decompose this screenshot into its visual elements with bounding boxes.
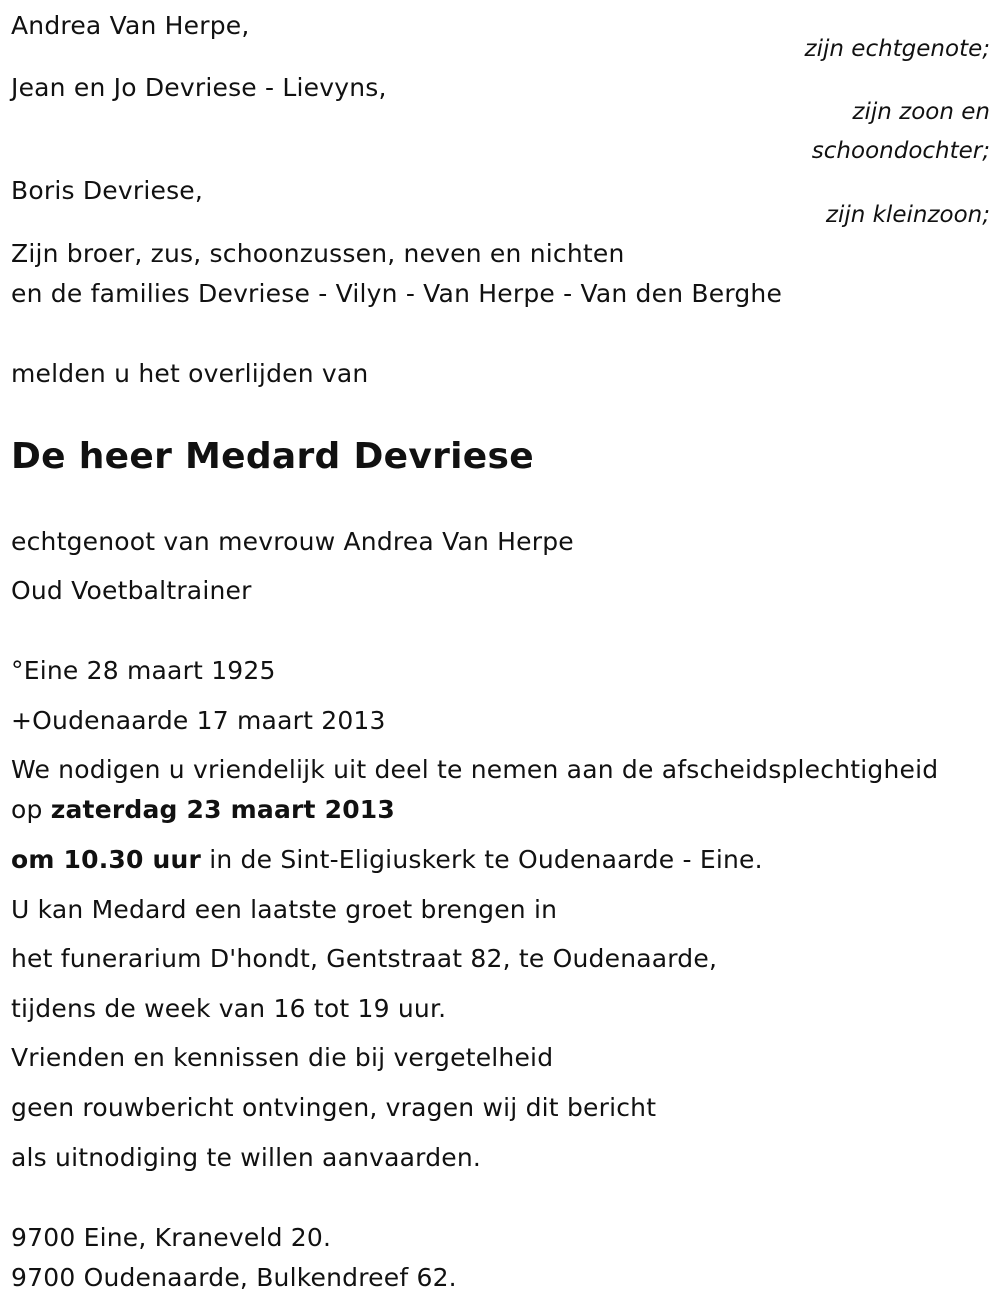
- visitation-line-2: het funerarium D'hondt, Gentstraat 82, te Oudenaarde,: [11, 944, 718, 973]
- grandson-name: Boris Devriese,: [11, 176, 204, 205]
- ceremony-invite: We nodigen u vriendelijk uit deel te nemen aan de afscheidsplechtigheid: [11, 755, 939, 784]
- visitation-line-1: U kan Medard een laatste groet brengen in: [11, 895, 558, 924]
- birth-date: °Eine 28 maart 1925: [11, 656, 276, 685]
- ceremony-time-line: [11, 845, 763, 875]
- occupation: Oud Voetbaltrainer: [11, 576, 252, 605]
- other-relatives-line-2: en de families Devriese - Vilyn - Van Herpe - Van den Berghe: [11, 279, 783, 308]
- other-relatives-line-1: Zijn broer, zus, schoonzussen, neven en nichten: [11, 239, 625, 268]
- address-line-2: 9700 Oudenaarde, Bulkendreef 62.: [11, 1263, 457, 1292]
- deceased-name: De heer Medard Devriese: [11, 436, 534, 477]
- son-relation-line-1: zijn zoon en: [852, 99, 990, 125]
- ceremony-date-line: [11, 795, 395, 825]
- ceremony-date-prefix: op: [11, 795, 51, 824]
- ceremony-place: in de Sint-Eligiuskerk te Oudenaarde - Eine.: [201, 845, 763, 874]
- notice-line-1: Vrienden en kennissen die bij vergetelheid: [11, 1043, 554, 1072]
- notice-line-3: als uitnodiging te willen aanvaarden.: [11, 1143, 482, 1172]
- ceremony-date: zaterdag 23 maart 2013: [50, 795, 395, 824]
- notice-line-2: geen rouwbericht ontvingen, vragen wij dit bericht: [11, 1093, 657, 1122]
- announcement-text: melden u het overlijden van: [11, 359, 369, 388]
- wife-name: Andrea Van Herpe,: [11, 11, 250, 40]
- grandson-relation: zijn kleinzoon;: [825, 202, 990, 228]
- spouse-line: echtgenoot van mevrouw Andrea Van Herpe: [11, 527, 574, 556]
- ceremony-time: om 10.30 uur: [11, 845, 202, 874]
- visitation-line-3: tijdens de week van 16 tot 19 uur.: [11, 994, 447, 1023]
- wife-relation: zijn echtgenote;: [804, 36, 990, 62]
- address-line-1: 9700 Eine, Kraneveld 20.: [11, 1223, 332, 1252]
- death-date: +Oudenaarde 17 maart 2013: [11, 706, 386, 735]
- son-names: Jean en Jo Devriese - Lievyns,: [11, 73, 387, 102]
- son-relation-line-2: schoondochter;: [811, 138, 990, 164]
